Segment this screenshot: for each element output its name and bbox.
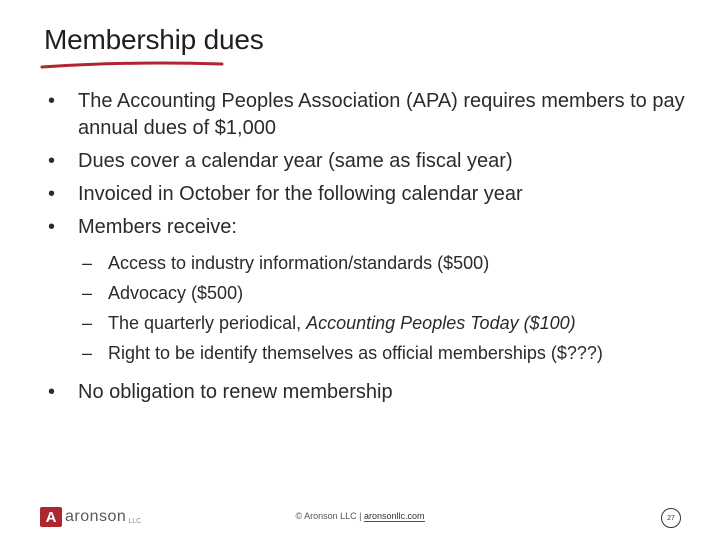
bullet-text: Members receive: [78, 216, 237, 238]
sub-bullet-text: Right to be identify themselves as official memberships ($???) [108, 343, 603, 363]
periodical-title: Accounting Peoples Today ($100) [306, 313, 576, 333]
bullet-item [48, 379, 688, 406]
sub-bullet-text: The quarterly periodical, [108, 313, 307, 333]
bullet-text: The Accounting Peoples Association (APA) requires members to pay annual dues of $1,000 [78, 90, 685, 139]
sub-bullet-item [48, 341, 688, 365]
bullet-text: Invoiced in October for the following calendar year [78, 183, 523, 205]
bullet-item [48, 181, 688, 208]
dash-icon: – [82, 283, 93, 303]
dash-icon: – [82, 313, 93, 333]
logo-wordmark: aronson [65, 508, 127, 525]
bullet-item [48, 214, 688, 241]
sub-bullet-item [48, 311, 688, 335]
bullet-icon: • [48, 216, 56, 238]
slide-body [48, 88, 688, 412]
bullet-icon: • [48, 150, 56, 172]
title-underline [40, 60, 224, 70]
copyright-text: © Aronson LLC | [295, 511, 364, 521]
bullet-text: Dues cover a calendar year (same as fiscal year) [78, 150, 513, 172]
bullet-icon: • [48, 183, 56, 205]
dash-icon: – [82, 343, 93, 363]
sub-bullet-list [48, 251, 688, 365]
logo-mark-icon: A [40, 507, 62, 527]
slide-title: Membership dues [44, 24, 264, 55]
website-link[interactable]: aronsonllc.com [363, 511, 425, 521]
page-number-badge: 27 [661, 508, 681, 528]
sub-bullet-text: Access to industry information/standards ($500) [108, 253, 490, 273]
bullet-icon: • [48, 90, 56, 112]
logo-suffix: LLC [128, 517, 142, 525]
bullet-icon: • [48, 381, 56, 403]
dash-icon: – [82, 253, 93, 273]
bullet-item [48, 88, 688, 142]
footer-copyright [0, 511, 720, 521]
sub-bullet-item [48, 281, 688, 305]
bullet-item [48, 148, 688, 175]
sub-bullet-item [48, 251, 688, 275]
sub-bullet-text: Advocacy ($500) [108, 283, 244, 303]
bullet-text: No obligation to renew membership [78, 381, 393, 403]
